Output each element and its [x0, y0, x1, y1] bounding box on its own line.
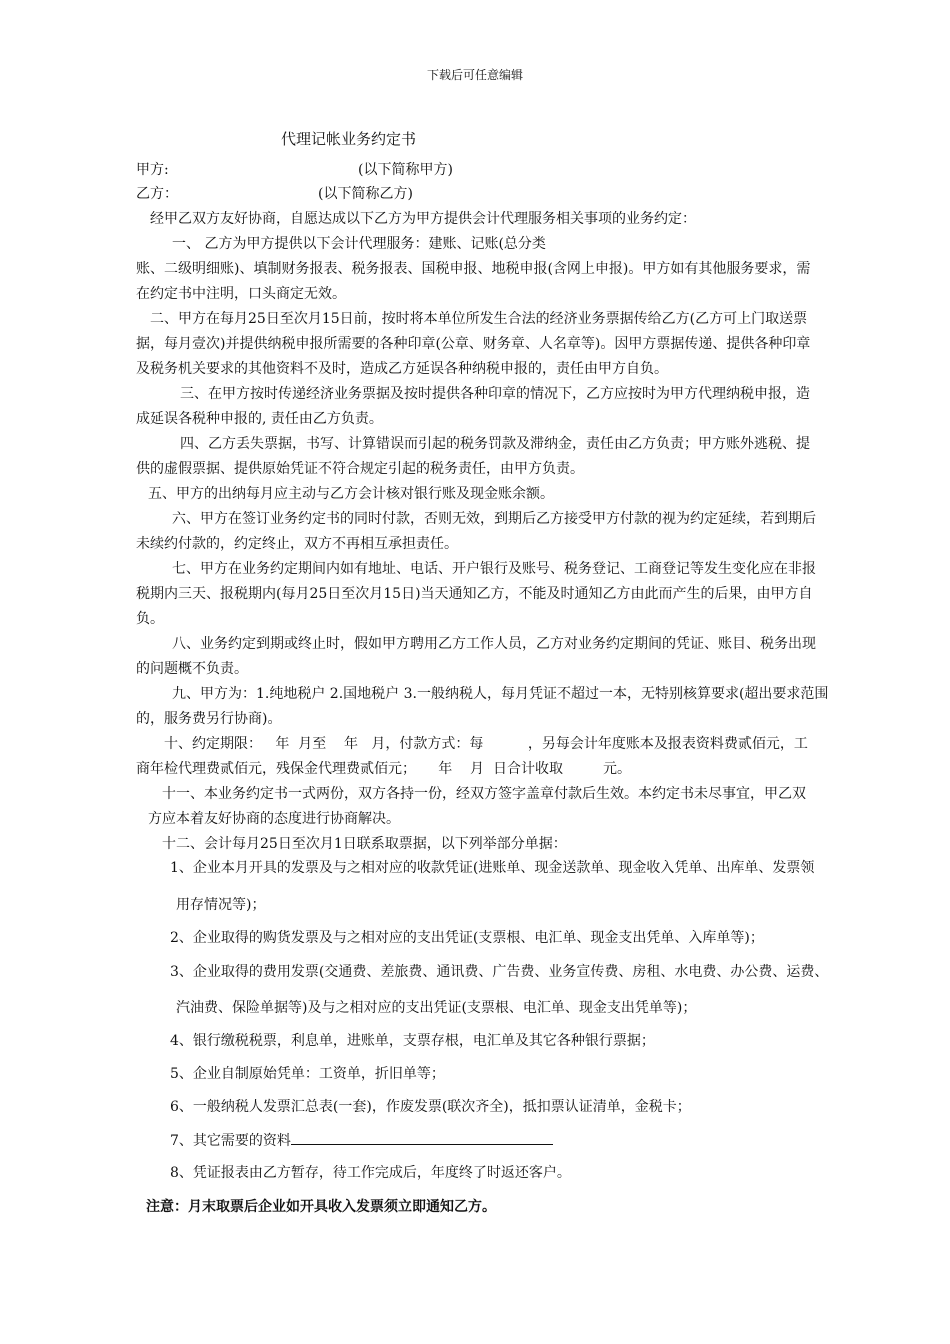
- item-3-line-1: 3、企业取得的费用发票(交通费、差旅费、通讯费、广告费、业务宣传费、房租、水电费、办公费、运费、: [170, 964, 829, 980]
- page-header: 下载后可任意编辑: [426, 68, 523, 82]
- notice-text: 注意：月末取票后企业如开具收入发票须立即通知乙方。: [146, 1199, 496, 1215]
- item-8-line-1: 8、凭证报表由乙方暂存，待工作完成后，年度终了时返还客户。: [170, 1165, 571, 1181]
- item-3-line-2: 汽油费、保险单据等)及与之相对应的支出凭证(支票根、电汇单、现金支出凭单等)；: [176, 1000, 697, 1016]
- clause-2-line-3: 及税务机关要求的其他资料不及时，造成乙方延误各种纳税申报的，责任由甲方自负。: [136, 361, 668, 377]
- clause-10-line-1: 十、约定期限： 年 月至 年 月，付款方式：每 ，另每会计年度账本及报表资料费贰佰元，工: [164, 736, 808, 752]
- item-7-blank-underline: [291, 1130, 553, 1145]
- document-title: 代理记帐业务约定书: [281, 130, 417, 148]
- item-2-line-1: 2、企业取得的购货发票及与之相对应的支出凭证(支票根、电汇单、现金支出凭单、入库单等)；: [170, 930, 764, 946]
- clause-4-line-2: 供的虚假票据、提供原始凭证不符合规定引起的税务责任，由甲方负责。: [136, 461, 584, 477]
- clause-11-line-1: 十一、本业务约定书一式两份，双方各持一份，经双方签字盖章付款后生效。本约定书未尽事宜，甲乙双: [162, 786, 806, 802]
- clause-1-line-2: 账、二级明细账)、填制财务报表、税务报表、国税申报、地税申报(含网上申报)。甲方如有其他服务要求，需: [136, 261, 811, 277]
- clause-12-line-1: 十二、会计每月25日至次月1日联系取票据，以下列举部分单据：: [162, 836, 567, 852]
- clause-2-line-1: 二、甲方在每月25日至次月15日前，按时将本单位所发生合法的经济业务票据传给乙方(乙方可上门取送票: [150, 311, 808, 327]
- clause-4-line-1: 四、乙方丢失票据，书写、计算错误而引起的税务罚款及滞纳金，责任由乙方负责；甲方账外逃税、提: [180, 436, 810, 452]
- clause-3-line-1: 三、在甲方按时传递经济业务票据及按时提供各种印章的情况下，乙方应按时为甲方代理纳税申报，造: [180, 386, 810, 402]
- item-7-line: [170, 1130, 553, 1151]
- clause-9-line-2: 的，服务费另行协商)。: [136, 711, 282, 727]
- clause-3-line-2: 成延误各税种申报的, 责任由乙方负责。: [136, 411, 383, 427]
- item-1-line-1: 1、企业本月开具的发票及与之相对应的收款凭证(进账单、现金送款单、现金收入凭单、出库单、发票领: [170, 860, 815, 876]
- item-7-label: 7、其它需要的资料: [170, 1133, 291, 1149]
- clause-6-line-2: 未续约付款的，约定终止，双方不再相互承担责任。: [136, 536, 458, 552]
- clause-10-line-2: 商年检代理费贰佰元，残保金代理费贰佰元； 年 月 日合计收取 元。: [136, 761, 632, 777]
- intro-text: 经甲乙双方友好协商，自愿达成以下乙方为甲方提供会计代理服务相关事项的业务约定：: [150, 211, 696, 227]
- item-5-line-1: 5、企业自制原始凭单：工资单，折旧单等；: [170, 1066, 445, 1082]
- clause-7-line-3: 负。: [136, 611, 164, 627]
- clause-5-line-1: 五、甲方的出纳每月应主动与乙方会计核对银行账及现金账余额。: [148, 486, 554, 502]
- item-1-line-2: 用存情况等)；: [176, 897, 266, 913]
- clause-6-line-1: 六、甲方在签订业务约定书的同时付款，否则无效，到期后乙方接受甲方付款的视为约定延续，若到期后: [172, 511, 816, 527]
- clause-9-line-1: 九、甲方为：1.纯地税户 2.国地税户 3.一般纳税人，每月凭证不超过一本，无特别核算要求(超出要求范围: [172, 686, 829, 702]
- clause-8-line-1: 八、业务约定到期或终止时，假如甲方聘用乙方工作人员，乙方对业务约定期间的凭证、账目、税务出现: [172, 636, 816, 652]
- clause-7-line-2: 税期内三天、报税期内(每月25日至次月15日)当天通知乙方，不能及时通知乙方由此而产生的后果，由甲方自: [136, 586, 813, 602]
- clause-7-line-1: 七、甲方在业务约定期间内如有地址、电话、开户银行及账号、税务登记、工商登记等发生变化应在非报: [172, 561, 816, 577]
- party-b-note: (以下简称乙方): [318, 186, 413, 202]
- item-4-line-1: 4、银行缴税税票，利息单，进账单，支票存根，电汇单及其它各种银行票据；: [170, 1033, 655, 1049]
- clause-1-line-3: 在约定书中注明，口头商定无效。: [136, 286, 346, 302]
- party-a-note: (以下简称甲方): [358, 162, 453, 178]
- item-6-line-1: 6、一般纳税人发票汇总表(一套)，作废发票(联次齐全)，抵扣票认证清单，金税卡；: [170, 1099, 691, 1115]
- clause-1-line-1: 一、 乙方为甲方提供以下会计代理服务：建账、记账(总分类: [172, 236, 546, 252]
- clause-11-line-2: 方应本着友好协商的态度进行协商解决。: [148, 811, 400, 827]
- party-a-label: 甲方:: [136, 162, 169, 178]
- party-b-label: 乙方：: [136, 186, 178, 202]
- clause-2-line-2: 据，每月壹次)并提供纳税申报所需要的各种印章(公章、财务章、人名章等)。因甲方票据传递、提供各种印章: [136, 336, 811, 352]
- clause-8-line-2: 的问题概不负责。: [136, 661, 248, 677]
